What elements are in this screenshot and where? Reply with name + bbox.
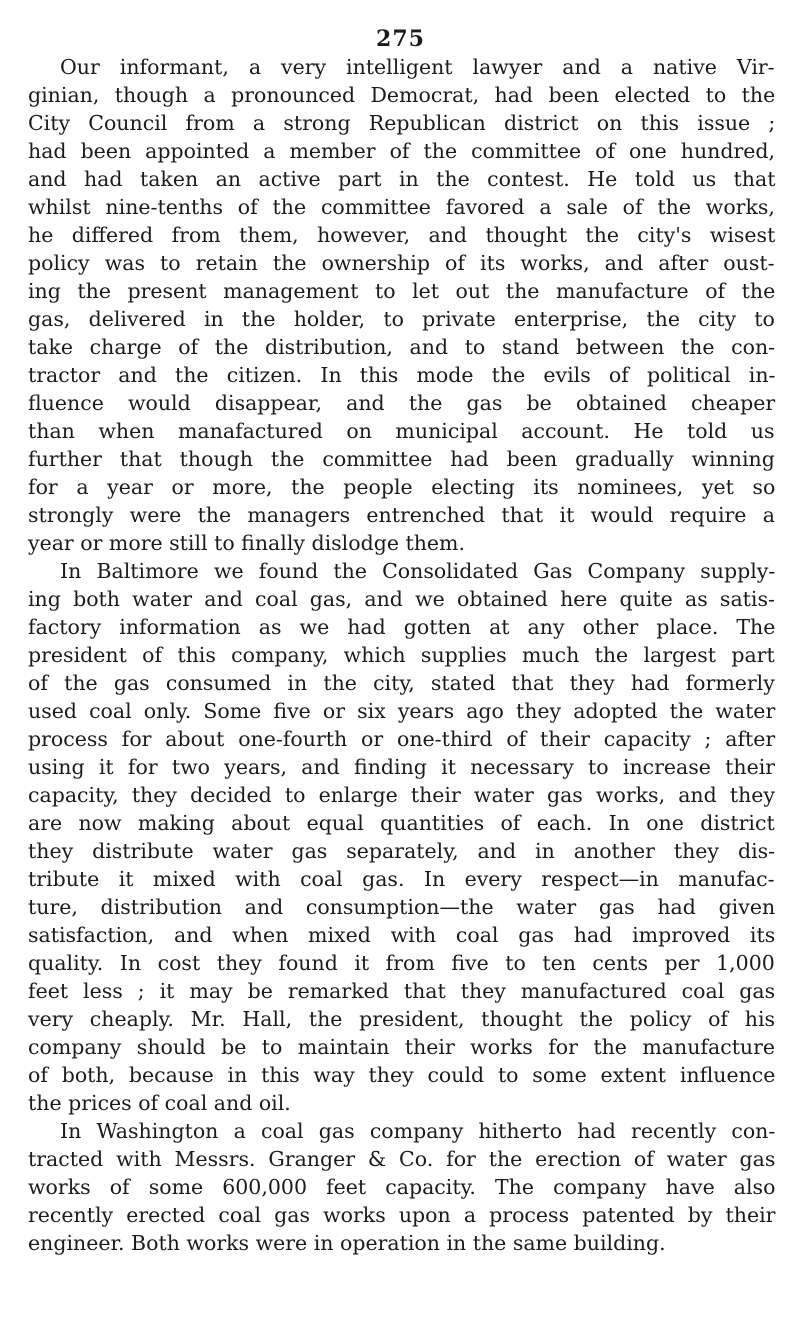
text-line: City Council from a strong Republican district on this issue ; bbox=[28, 111, 776, 135]
text-line: are now making about equal quantities of each. In one district bbox=[28, 811, 775, 835]
text-line: using it for two years, and finding it necessary to increase their bbox=[28, 755, 776, 779]
text-line: satisfaction, and when mixed with coal gas had improved its bbox=[28, 923, 776, 947]
text-line: of both, because in this way they could to some extent influence bbox=[28, 1063, 776, 1087]
text-line: strongly were the managers entrenched that it would require a bbox=[28, 503, 775, 527]
text-line: the prices of coal and oil. bbox=[28, 1091, 291, 1115]
page-number: 275 bbox=[376, 26, 425, 52]
text-line: ing the present management to let out the manufacture of the bbox=[28, 279, 776, 303]
text-line: year or more still to finally dislodge them. bbox=[28, 531, 466, 555]
text-line: capacity, they decided to enlarge their water gas works, and they bbox=[28, 783, 776, 807]
text-line: ginian, though a pronounced Democrat, had been elected to the bbox=[28, 83, 776, 107]
text-line: policy was to retain the ownership of its works, and after oust- bbox=[28, 251, 775, 275]
text-line: tracted with Messrs. Granger & Co. for the erection of water gas bbox=[28, 1147, 776, 1171]
text-line: than when manafactured on municipal account. He told us bbox=[28, 419, 775, 443]
text-line: ing both water and coal gas, and we obtained here quite as satis- bbox=[28, 587, 775, 611]
text-line: engineer. Both works were in operation in the same building. bbox=[28, 1231, 666, 1255]
text-line: quality. In cost they found it from five to ten cents per 1,000 bbox=[28, 951, 775, 975]
text-line: works of some 600,000 feet capacity. The company have also bbox=[28, 1175, 776, 1199]
text-line: had been appointed a member of the committee of one hundred, bbox=[28, 139, 776, 163]
text-line: Our informant, a very intelligent lawyer and a native Vir- bbox=[60, 55, 775, 79]
text-line: fluence would disappear, and the gas be obtained cheaper bbox=[28, 391, 776, 415]
text-line: further that though the committee had been gradually winning bbox=[28, 447, 775, 471]
text-line: he differed from them, however, and thought the city's wisest bbox=[28, 223, 776, 247]
text-line: gas, delivered in the holder, to private enterprise, the city to bbox=[28, 307, 775, 331]
text-line: tractor and the citizen. In this mode the evils of political in- bbox=[28, 363, 776, 387]
text-line: take charge of the distribution, and to stand between the con- bbox=[28, 335, 776, 359]
text-line: company should be to maintain their works for the manufacture bbox=[28, 1035, 776, 1059]
text-line: factory information as we had gotten at any other place. The bbox=[28, 615, 776, 639]
text-line: for a year or more, the people electing its nominees, yet so bbox=[28, 475, 776, 499]
text-line: whilst nine-tenths of the committee favored a sale of the works, bbox=[28, 195, 775, 219]
text-line: and had taken an active part in the contest. He told us that bbox=[28, 167, 776, 191]
text-line: tribute it mixed with coal gas. In every respect—in manufac- bbox=[28, 867, 775, 891]
text-line: feet less ; it may be remarked that they manufactured coal gas bbox=[28, 979, 776, 1003]
text-line: president of this company, which supplies much the largest part bbox=[28, 643, 775, 667]
text-line: recently erected coal gas works upon a process patented by their bbox=[28, 1203, 776, 1227]
text-line: process for about one-fourth or one-third of their capacity ; after bbox=[28, 727, 776, 751]
text-line: used coal only. Some five or six years ago they adopted the water bbox=[28, 699, 776, 723]
text-line: ture, distribution and consumption—the water gas had given bbox=[28, 895, 776, 919]
text-line: of the gas consumed in the city, stated that they had formerly bbox=[28, 671, 775, 695]
text-line: they distribute water gas separately, and in another they dis- bbox=[28, 839, 776, 863]
text-line: In Baltimore we found the Consolidated Gas Company supply- bbox=[60, 559, 776, 583]
text-line: very cheaply. Mr. Hall, the president, thought the policy of his bbox=[28, 1007, 776, 1031]
text-line: In Washington a coal gas company hitherto had recently con- bbox=[60, 1119, 776, 1143]
